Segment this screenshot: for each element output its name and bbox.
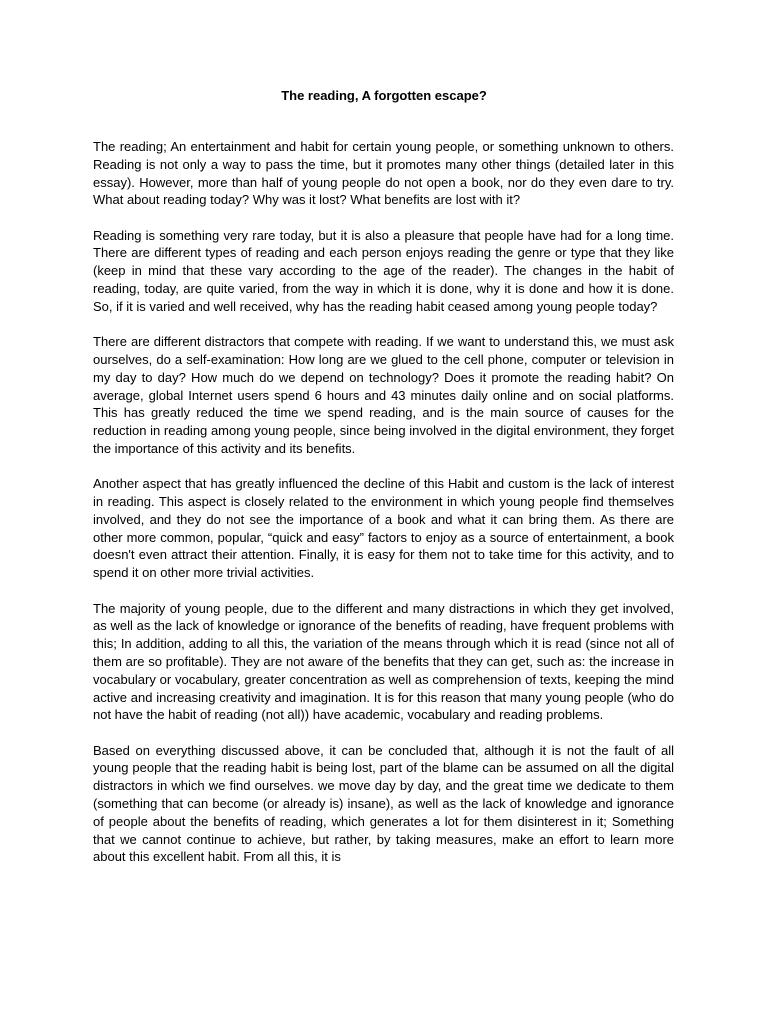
paragraph-lack-of-interest: Another aspect that has greatly influenced the decline of this Habit and custom is the lack of interest in reading. This aspect is closely related to the environment in which young people find themselves involved, and they do not see the importance of a book and what it can bring them. As there are other more common, popular, “quick and easy” factors to enjoy as a source of entertainment, a book doesn't even attract their attention. Finally, it is easy for them not to take time for this activity, and to spend it on other more trivial activities. <box>93 476 674 581</box>
paragraph-conclusion: Based on everything discussed above, it can be concluded that, although it is not the fault of all young people that the reading habit is being lost, part of the blame can be assumed on all the digital distractors in which we find ourselves. we move day by day, and the great time we dedicate to them (something that can become (or already is) insane), as well as the lack of knowledge and ignorance of people about the benefits of reading, which generates a lot for them disinterest in it; Something that we cannot continue to achieve, but rather, by taking measures, make an effort to learn more about this excellent habit. From all this, it is <box>93 742 674 865</box>
paragraph-reading-rare: Reading is something very rare today, but it is also a pleasure that people have had for a long time. There are different types of reading and each person enjoys reading the genre or type that they like (keep in mind that these vary according to the age of the reader). The changes in the habit of reading, today, are quite varied, from the way in which it is done, why it is done and how it is done. So, if it is varied and well received, why has the reading habit ceased among young people today? <box>93 227 674 314</box>
document-title: The reading, A forgotten escape? <box>281 88 487 103</box>
paragraph-distractors: There are different distractors that compete with reading. If we want to understand this, we must ask ourselves, do a self-examination: How long are we glued to the cell phone, computer or television in my day to day? How much do we depend on technology? Does it promote the reading habit? On average, global Internet users spend 6 hours and 43 minutes daily online and on social platforms. This has greatly reduced the time we spend reading, and is the main source of causes for the reduction in reading among young people, since being involved in the digital environment, they forget the importance of this activity and its benefits. <box>93 334 674 456</box>
paragraph-young-people-problems: The majority of young people, due to the different and many distractions in which they get involved, as well as the lack of knowledge or ignorance of the benefits of reading, have frequent problems with this; In addition, adding to all this, the variation of the means through which it is read (since not all of them are so profitable). They are not aware of the benefits that they can get, such as: the increase in vocabulary or vocabulary, greater concentration as well as comprehension of texts, keeping the mind active and increasing creativity and imagination. It is for this reason that many young people (who do not have the habit of reading (not all)) have academic, vocabulary and reading problems. <box>93 600 674 723</box>
document-body <box>93 138 674 884</box>
paragraph-intro: The reading; An entertainment and habit for certain young people, or something unknown to others. Reading is not only a way to pass the time, but it promotes many other things (detailed later in this essay). However, more than half of young people do not open a book, nor do they even dare to try. What about reading today? Why was it lost? What benefits are lost with it? <box>93 139 674 208</box>
